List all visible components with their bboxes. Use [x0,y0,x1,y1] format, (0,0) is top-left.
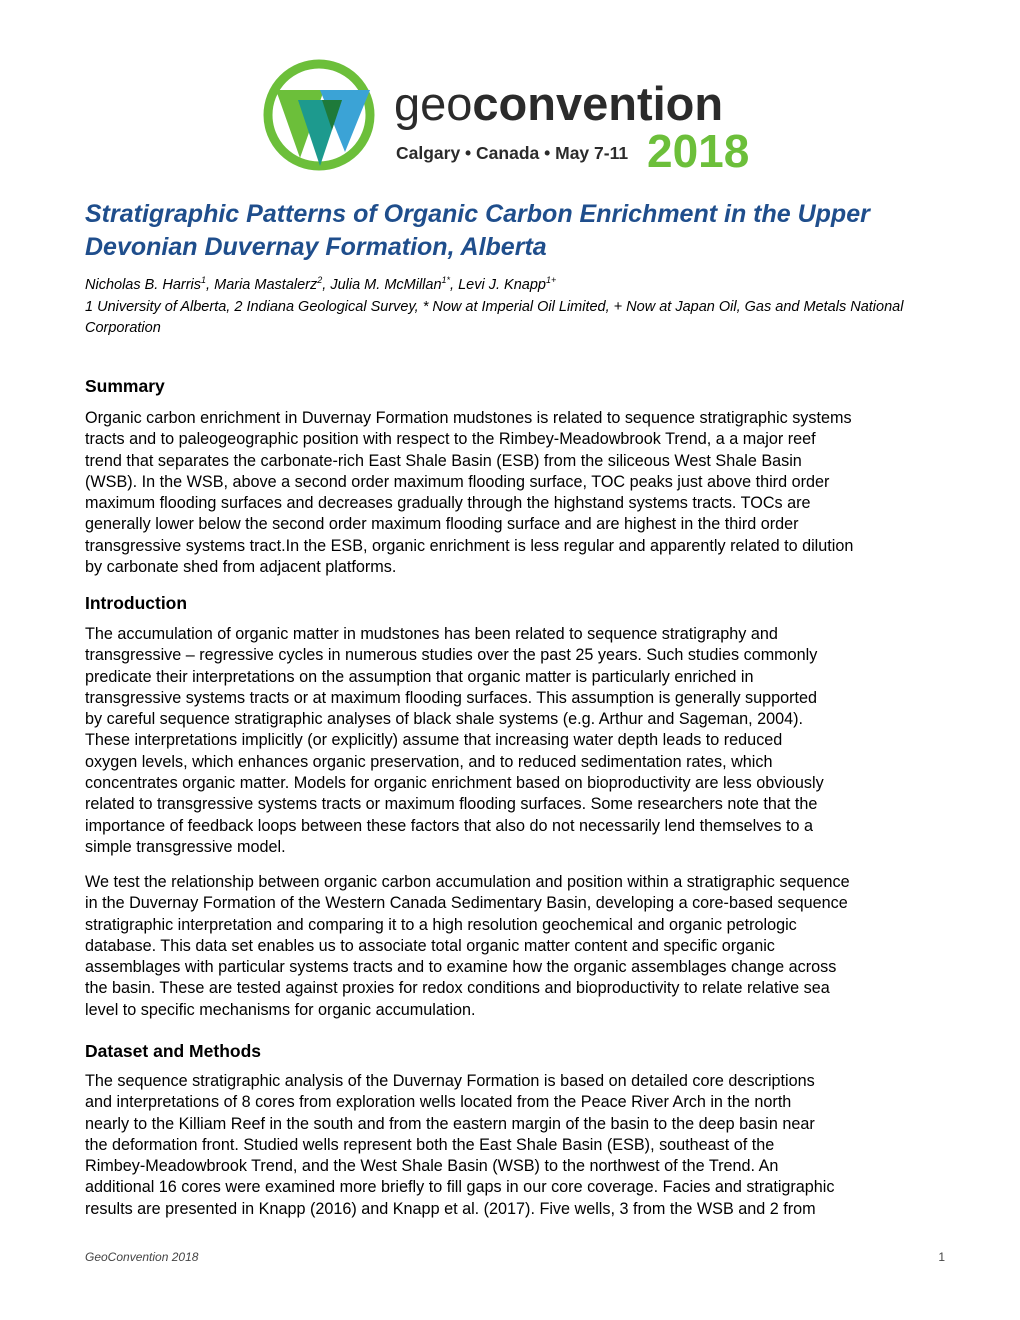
introduction-heading: Introduction [85,593,188,613]
footer-conference: GeoConvention 2018 [85,1250,199,1264]
paper-title: Stratigraphic Patterns of Organic Carbon Enrichment in the Upper Devonian Duvernay Formation, Alberta [85,200,870,261]
affiliations: 1 University of Alberta, 2 Indiana Geological Survey, * Now at Imperial Oil Limited, + Now at Japan Oil, Gas and Metals National Corporation [85,299,904,336]
author-name: Maria Mastalerz [214,276,318,293]
author-affiliation-mark: 1+ [545,275,557,285]
logo-year: 2018 [647,125,750,177]
geoconvention-logo [262,58,762,178]
summary-text: Organic carbon enrichment in Duvernay Formation mudstones is related to sequence stratigraphic systems tracts and to paleogeographic position with respect to the Rimbey-Meadowbrook Trend, a a major reef trend that separates the carbonate-rich East Shale Basin (ESB) from the siliceous West Shale Basin (WSB). In the WSB, above a second order maximum flooding surface, TOC peaks just above third order maximum flooding surfaces and decreases gradually through the highstand systems tracts. TOCs are generally lower below the second order maximum flooding surface and are highest in the third order transgressive systems tract.In the ESB, organic enrichment is less regular and apparently related to dilution by carbonate shed from adjacent platforms. [85,409,854,577]
author-list: Nicholas B. Harris$^1$, Maria Mastalerz$^2$, Julia M. McMillan$^{1*}$, Levi J. Knapp$^{1+}$ [85,275,557,293]
logo-subtitle: Calgary • Canada • May 7-11 [396,143,629,163]
methods-text: The sequence stratigraphic analysis of the Duvernay Formation is based on detailed core descriptions and interpretations of 8 cores from exploration wells located from the Peace River Arch in the north nearly to the Killiam Reef in the south and from the eastern margin of the basin to the deep basin near the deformation front. Studied wells represent both the East Shale Basin (ESB), southeast of the Rimbey-Meadowbrook Trend, and the West Shale Basin (WSB) to the northwest of the Trend. An additional 16 cores were examined more briefly to fill gaps in our core coverage. Facies and stratigraphic results are presented in Knapp (2016) and Knapp et al. (2017). Five wells, 3 from the WSB and 2 from [85,1072,835,1218]
introduction-paragraph-2: We test the relationship between organic carbon accumulation and position within a stratigraphic sequence in the Duvernay Formation of the Western Canada Sedimentary Basin, developing a core-based sequence stratigraphic interpretation and comparing it to a high resolution geochemical and organic petrologic database. This data set enables us to associate total organic matter content and specific organic assemblages with particular systems tracts and to examine how the organic assemblages change across the basin. These are tested against proxies for redox conditions and bioproductivity to relate relative sea level to specific mechanisms for organic accumulation. [85,873,850,1019]
author-affiliation-mark: 1 [201,275,207,285]
logo-word-convention: convention [472,77,724,130]
svg-text:geoconvention [394,77,723,130]
page-number: 1 [938,1250,945,1264]
author-affiliation-mark: 2 [317,275,323,285]
author-name: Levi J. Knapp [458,276,546,293]
author-affiliation-mark: 1* [441,275,451,285]
author-name: Julia M. McMillan [330,276,442,293]
logo-emblem [268,64,370,166]
methods-heading: Dataset and Methods [85,1041,261,1061]
summary-heading: Summary [85,376,165,396]
logo-word-geo: geo [394,77,473,130]
author-name: Nicholas B. Harris [85,276,202,293]
introduction-paragraph-1: The accumulation of organic matter in mudstones has been related to sequence stratigraphy and transgressive – regressive cycles in numerous studies over the past 25 years. Such studies commonly predicate their interpretations on the assumption that organic matter is particularly enriched in transgressive systems tracts or at maximum flooding surfaces. This assumption is generally supported by careful sequence stratigraphic analyses of black shale systems (e.g. Arthur and Sageman, 2004). These interpretations implicitly (or explicitly) assume that increasing water depth leads to reduced oxygen levels, which enhances organic preservation, and to reduced sedimentation rates, which concentrates organic matter. Models for organic enrichment based on bioproductivity are less obviously related to transgressive systems tracts or maximum flooding surfaces. Some researchers note that the importance of feedback loops between these factors that also do not necessarily lend themselves to a simple transgressive model. [85,625,824,856]
